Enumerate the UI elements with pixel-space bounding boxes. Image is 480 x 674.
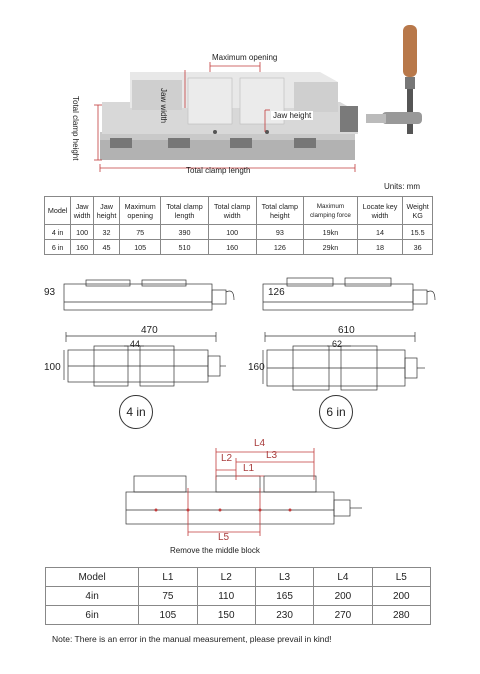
side-height-4in: 93 xyxy=(44,287,56,298)
model-badge-4in-label: 4 in xyxy=(126,405,146,419)
table-cell: Model xyxy=(46,568,139,587)
top-width-6in: 160 xyxy=(248,362,265,373)
table-cell: 6in xyxy=(46,606,139,625)
side-height-6in: 126 xyxy=(268,287,285,298)
table-cell: 165 xyxy=(255,587,313,606)
table-cell: 75 xyxy=(139,587,197,606)
table-cell: L5 xyxy=(372,568,430,587)
dims-table xyxy=(45,567,431,625)
table-cell: 510 xyxy=(161,240,209,255)
table-cell: L3 xyxy=(255,568,313,587)
table-row xyxy=(46,587,431,606)
table-cell: 126 xyxy=(256,240,304,255)
table-header-cell: Jaw width xyxy=(71,197,94,225)
table-cell: 4in xyxy=(46,587,139,606)
table-header-cell: Maximum opening xyxy=(120,197,161,225)
table-cell: 105 xyxy=(139,606,197,625)
footnote: Note: There is an error in the manual measurement, please prevail in kind! xyxy=(52,634,332,644)
table-header-cell: Weight KG xyxy=(403,197,433,225)
table-cell: 6 in xyxy=(45,240,71,255)
l4-label: L4 xyxy=(254,438,266,449)
table-cell: 390 xyxy=(161,225,209,240)
block-diagram xyxy=(100,440,380,544)
spec-table xyxy=(44,196,433,255)
table-header-cell: Model xyxy=(45,197,71,225)
table-cell: 75 xyxy=(120,225,161,240)
model-badge-6in-label: 6 in xyxy=(326,405,346,419)
table-cell: 15.5 xyxy=(403,225,433,240)
table-cell: 93 xyxy=(256,225,304,240)
table-cell: 19kn xyxy=(304,225,358,240)
table-cell: 200 xyxy=(372,587,430,606)
table-cell: 105 xyxy=(120,240,161,255)
table-cell: 160 xyxy=(208,240,256,255)
table-row xyxy=(45,240,433,255)
total-clamp-height-label: Total clamp height xyxy=(71,96,80,161)
table-header-cell: Maximum clamping force xyxy=(304,197,358,225)
table-cell: 4 in xyxy=(45,225,71,240)
table-cell: 200 xyxy=(314,587,372,606)
jaw-height-label: Jaw height xyxy=(273,111,312,120)
table-header-cell: Total clamp width xyxy=(208,197,256,225)
table-row xyxy=(46,606,431,625)
table-cell: 18 xyxy=(357,240,403,255)
table-cell: L4 xyxy=(314,568,372,587)
table-cell: 14 xyxy=(357,225,403,240)
total-clamp-length-label: Total clamp length xyxy=(186,166,251,175)
table-cell: 270 xyxy=(314,606,372,625)
top-width-4in: 100 xyxy=(44,362,61,373)
model-badge-6in xyxy=(319,395,353,429)
vise-handle xyxy=(366,25,422,134)
table-cell: 32 xyxy=(93,225,119,240)
top-inner-6in: 62 xyxy=(332,339,343,349)
max-opening-label: Maximum opening xyxy=(212,53,278,62)
table-header-cell: Total clamp length xyxy=(161,197,209,225)
table-cell: 45 xyxy=(93,240,119,255)
table-cell: 160 xyxy=(71,240,94,255)
block-caption: Remove the middle block xyxy=(170,546,260,555)
l3-label: L3 xyxy=(266,450,278,461)
table-cell: 36 xyxy=(403,240,433,255)
vise-illustration xyxy=(70,20,430,180)
table-cell: L1 xyxy=(139,568,197,587)
table-cell: 150 xyxy=(197,606,255,625)
table-header-cell: Total clamp height xyxy=(256,197,304,225)
spec-table-header-row xyxy=(45,197,433,225)
l5-label: L5 xyxy=(218,532,230,543)
units-label: Units: mm xyxy=(384,182,420,191)
top-inner-4in: 44 xyxy=(130,339,141,349)
jaw-width-label: Jaw width xyxy=(159,88,168,124)
dims-table-header-row xyxy=(46,568,431,587)
top-length-6in: 610 xyxy=(338,325,355,336)
l1-label: L1 xyxy=(243,463,255,474)
table-cell: 110 xyxy=(197,587,255,606)
table-header-cell: Jaw height xyxy=(93,197,119,225)
top-length-4in: 470 xyxy=(141,325,158,336)
table-cell: 280 xyxy=(372,606,430,625)
table-row xyxy=(45,225,433,240)
table-cell: 100 xyxy=(208,225,256,240)
l2-label: L2 xyxy=(221,453,233,464)
table-cell: L2 xyxy=(197,568,255,587)
table-cell: 230 xyxy=(255,606,313,625)
table-header-cell: Locate key width xyxy=(357,197,403,225)
model-badge-4in xyxy=(119,395,153,429)
table-cell: 100 xyxy=(71,225,94,240)
table-cell: 29kn xyxy=(304,240,358,255)
